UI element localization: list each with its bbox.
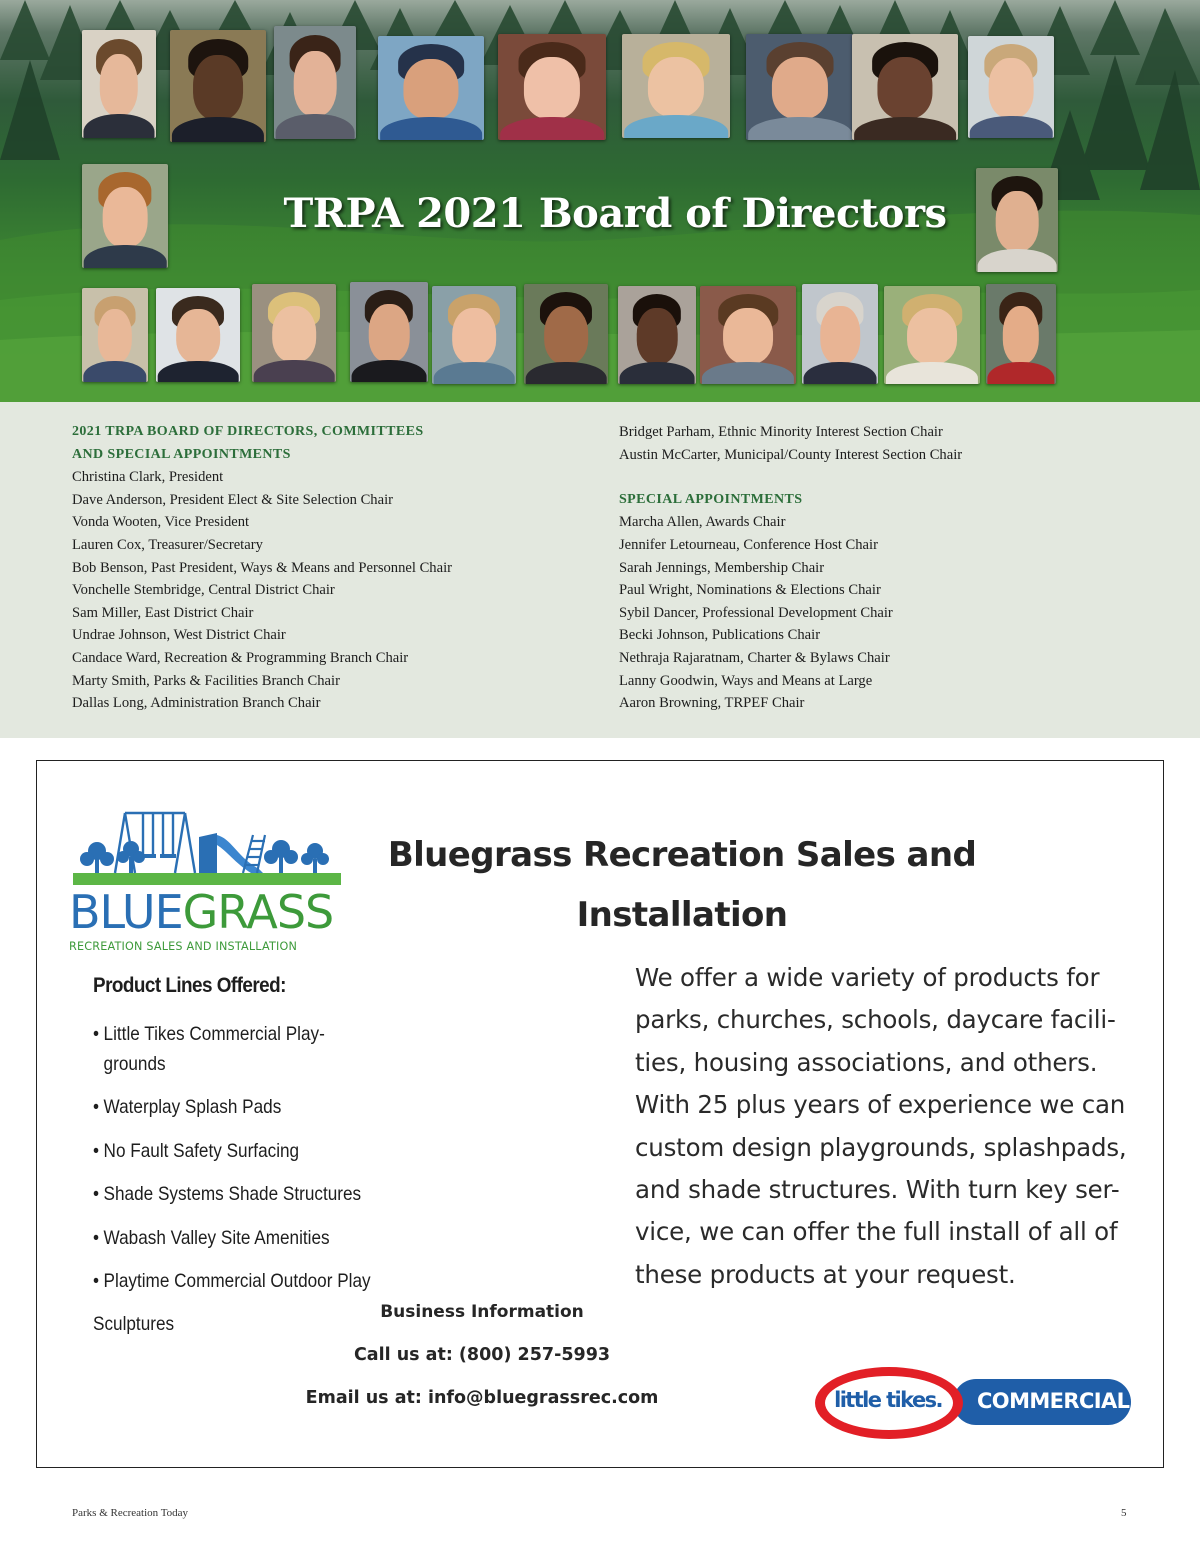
board-member-photo bbox=[252, 284, 336, 382]
logo-word-blue: BLUE bbox=[69, 885, 183, 939]
product-item bbox=[93, 1136, 383, 1166]
board-banner bbox=[0, 0, 1200, 402]
board-member-photo bbox=[170, 30, 266, 142]
directory-entry: Marcha Allen, Awards Chair bbox=[619, 514, 786, 531]
little-tikes-wordmark: little tikes. bbox=[834, 1388, 942, 1412]
product-label: Waterplay Splash Pads bbox=[103, 1096, 282, 1118]
board-member-photo bbox=[378, 36, 484, 140]
board-member-photo bbox=[700, 286, 796, 384]
bullet: • bbox=[93, 1183, 100, 1205]
logo-tagline: RECREATION SALES AND INSTALLATION bbox=[69, 940, 298, 953]
board-member-photo bbox=[618, 286, 696, 384]
ad-title bbox=[367, 825, 997, 945]
product-label: Wabash Valley Site Amenities bbox=[103, 1227, 330, 1249]
bullet: • bbox=[93, 1140, 100, 1162]
board-member-photo bbox=[802, 284, 878, 384]
board-member-photo bbox=[432, 286, 516, 384]
product-item bbox=[93, 1019, 383, 1079]
board-member-photo bbox=[82, 288, 148, 382]
board-member-photo bbox=[82, 30, 156, 138]
publication-name: Parks & Recreation Today bbox=[72, 1507, 189, 1519]
bullet: • bbox=[93, 1270, 100, 1292]
directory-entry: Vonchelle Stembridge, Central District Chair bbox=[72, 582, 335, 599]
directory-entry: Aaron Browning, TRPEF Chair bbox=[619, 695, 805, 712]
description-line: We offer a wide variety of products for bbox=[635, 963, 1100, 992]
directory-entry: Undrae Johnson, West District Chair bbox=[72, 627, 286, 644]
product-label: Shade Systems Shade Structures bbox=[103, 1183, 362, 1205]
board-member-photo bbox=[350, 282, 428, 382]
board-member-photo bbox=[274, 26, 356, 139]
bluegrass-advertisement bbox=[36, 760, 1164, 1468]
board-member-photo bbox=[498, 34, 606, 140]
product-label: Little Tikes Commercial Play- bbox=[103, 1023, 325, 1045]
directory-entry: Becki Johnson, Publications Chair bbox=[619, 627, 821, 644]
bullet: • bbox=[93, 1023, 100, 1045]
directory-entry: Dallas Long, Administration Branch Chair bbox=[72, 695, 321, 712]
directory-entry: Lanny Goodwin, Ways and Means at Large bbox=[619, 672, 873, 689]
directory-entry: Sarah Jennings, Membership Chair bbox=[619, 559, 825, 576]
directory-entry: Christina Clark, President bbox=[72, 469, 224, 486]
bullet: • bbox=[93, 1227, 100, 1249]
directory-entry: Nethraja Rajaratnam, Charter & Bylaws Chair bbox=[619, 649, 890, 666]
board-member-photo bbox=[968, 36, 1054, 138]
logo-wordmark bbox=[69, 885, 334, 939]
page-number: 5 bbox=[1121, 1507, 1127, 1519]
description-line: parks, churches, schools, daycare facili- bbox=[635, 1005, 1116, 1035]
ad-title-line: Installation bbox=[576, 895, 788, 935]
description-line: and shade structures. With turn key ser- bbox=[635, 1175, 1120, 1205]
special-appointments-heading: SPECIAL APPOINTMENTS bbox=[619, 491, 803, 507]
business-info-heading: Business Information bbox=[380, 1302, 584, 1322]
directory-entry: Sam Miller, East District Chair bbox=[72, 604, 254, 621]
board-member-photo bbox=[746, 34, 854, 140]
directory-entry: Paul Wright, Nominations & Elections Chair bbox=[619, 582, 881, 599]
directory-entry: Candace Ward, Recreation & Programming Branch Chair bbox=[72, 649, 409, 666]
board-directory bbox=[0, 402, 1200, 738]
directory-entry: Marty Smith, Parks & Facilities Branch Chair bbox=[72, 672, 340, 689]
directory-entry: Austin McCarter, Municipal/County Interest Section Chair bbox=[619, 446, 963, 463]
product-label-cont: grounds bbox=[103, 1053, 166, 1075]
little-tikes-commercial-logo bbox=[813, 1365, 1135, 1441]
ad-title-line: Bluegrass Recreation Sales and bbox=[387, 835, 977, 875]
commercial-wordmark: COMMERCIAL bbox=[977, 1389, 1130, 1413]
description-line: vice, we can offer the full install of all of bbox=[635, 1217, 1118, 1247]
directory-entry: Bob Benson, Past President, Ways & Means and Personnel Chair bbox=[72, 559, 452, 576]
directory-entry: Jennifer Letourneau, Conference Host Chair bbox=[619, 536, 878, 553]
description-line: these products at your request. bbox=[635, 1259, 1016, 1289]
directory-left-column bbox=[72, 421, 592, 715]
directory-entry: Bridget Parham, Ethnic Minority Interest Section Chair bbox=[619, 424, 943, 440]
product-item bbox=[93, 1223, 383, 1253]
phone-number[interactable]: Call us at: (800) 257-5993 bbox=[353, 1345, 611, 1365]
product-item bbox=[93, 1179, 383, 1209]
directory-heading: 2021 TRPA BOARD OF DIRECTORS, COMMITTEES bbox=[72, 424, 424, 439]
ad-description bbox=[635, 957, 1135, 1296]
directory-entry: Lauren Cox, Treasurer/Secretary bbox=[72, 536, 263, 553]
directory-entry: Dave Anderson, President Elect & Site Selection Chair bbox=[72, 491, 393, 508]
directory-heading: AND SPECIAL APPOINTMENTS bbox=[72, 446, 291, 462]
product-label: No Fault Safety Surfacing bbox=[103, 1140, 300, 1162]
description-line: With 25 plus years of experience we can bbox=[635, 1090, 1126, 1120]
directory-right-column bbox=[619, 421, 1179, 715]
products-heading: Product Lines Offered: bbox=[93, 974, 286, 997]
board-member-photo bbox=[884, 286, 980, 384]
board-member-photo bbox=[524, 284, 608, 384]
product-item bbox=[93, 1092, 383, 1122]
product-item bbox=[93, 1266, 383, 1296]
board-member-photo bbox=[622, 34, 730, 138]
description-line: custom design playgrounds, splashpads, bbox=[635, 1132, 1127, 1162]
product-label: Playtime Commercial Outdoor Play bbox=[103, 1270, 371, 1292]
description-line: ties, housing associations, and others. bbox=[635, 1047, 1098, 1077]
logo-word-green: GRASS bbox=[182, 885, 334, 939]
spacer bbox=[619, 466, 1179, 489]
product-label: Sculptures bbox=[93, 1313, 175, 1335]
directory-entry: Sybil Dancer, Professional Development Chair bbox=[619, 604, 893, 621]
email-address[interactable]: Email us at: info@bluegrassrec.com bbox=[305, 1388, 659, 1408]
directory-entry: Vonda Wooten, Vice President bbox=[72, 514, 250, 531]
board-member-photo bbox=[852, 34, 958, 140]
bullet: • bbox=[93, 1096, 100, 1118]
board-member-photo bbox=[986, 284, 1056, 384]
bluegrass-logo bbox=[67, 807, 347, 957]
board-member-photo bbox=[156, 288, 240, 382]
banner-title: TRPA 2021 Board of Directors bbox=[283, 190, 947, 237]
